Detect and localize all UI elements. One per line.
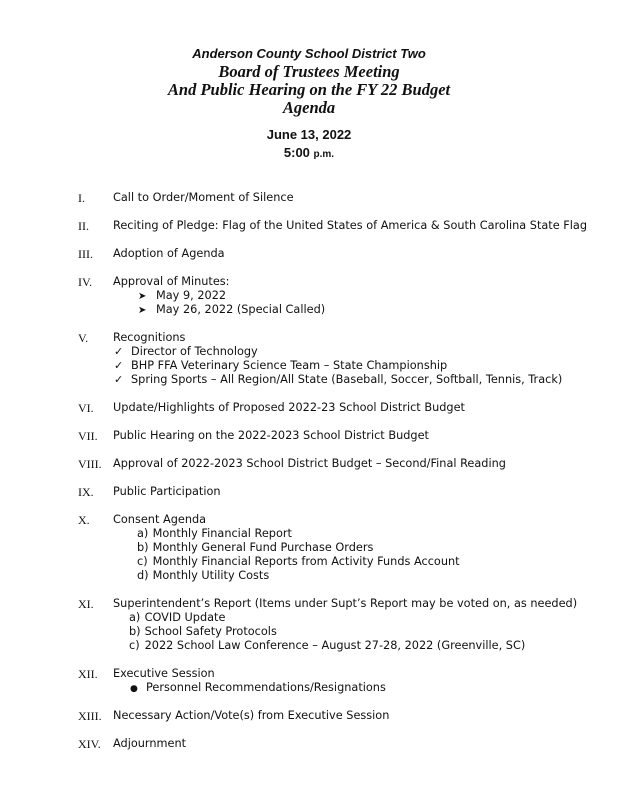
sub-item-text: May 26, 2022 (Special Called) bbox=[156, 303, 326, 316]
sub-item-label: c) bbox=[129, 639, 140, 652]
arrow-bullet-icon: ➤ bbox=[138, 305, 147, 316]
arrow-bullet-icon: ➤ bbox=[138, 291, 147, 302]
sub-item-text: COVID Update bbox=[144, 611, 226, 624]
agenda-item-11 bbox=[0, 597, 618, 611]
sub-item-text: May 9, 2022 bbox=[156, 289, 227, 302]
agenda-item-9 bbox=[0, 485, 618, 499]
sub-item bbox=[0, 359, 618, 373]
item-number: III. bbox=[78, 247, 93, 261]
item-text: Consent Agenda bbox=[113, 513, 207, 526]
agenda-item-5 bbox=[0, 331, 618, 345]
sub-item bbox=[0, 555, 618, 569]
agenda-title: Agenda bbox=[282, 98, 336, 117]
agenda-item-6 bbox=[0, 401, 618, 415]
item-text: Approval of 2022-2023 School District Budget – Second/Final Reading bbox=[113, 457, 506, 470]
item-text: Executive Session bbox=[113, 667, 215, 680]
agenda-item-10 bbox=[0, 513, 618, 527]
sub-item-label: a) bbox=[129, 611, 141, 624]
agenda-item-13 bbox=[0, 709, 618, 723]
sub-item bbox=[0, 541, 618, 555]
sub-item-text: 2022 School Law Conference – August 27-28, 2022 (Greenville, SC) bbox=[144, 639, 526, 652]
sub-item-label: a) bbox=[137, 527, 149, 540]
item-number: II. bbox=[78, 219, 89, 233]
sub-item bbox=[0, 527, 618, 541]
sub-item-label: b) bbox=[129, 625, 141, 638]
agenda-item-8 bbox=[0, 457, 618, 471]
agenda-item-7 bbox=[0, 429, 618, 443]
item-number: IV. bbox=[78, 275, 93, 289]
sub-item-text: Spring Sports – All Region/All State (Baseball, Soccer, Softball, Tennis, Track) bbox=[131, 373, 563, 386]
sub-item bbox=[0, 569, 618, 583]
item-number: XII. bbox=[78, 667, 98, 681]
agenda-item-1 bbox=[0, 191, 618, 205]
dot-bullet-icon: ● bbox=[130, 684, 138, 694]
sub-item bbox=[0, 345, 618, 359]
sub-item-label: c) bbox=[137, 555, 148, 568]
item-number: VI. bbox=[78, 401, 94, 415]
sub-item-text: Monthly Financial Reports from Activity Funds Account bbox=[152, 555, 460, 568]
item-text: Adoption of Agenda bbox=[113, 247, 225, 260]
district-name: Anderson County School District Two bbox=[192, 46, 426, 61]
item-number: IX. bbox=[78, 485, 94, 499]
item-number: XI. bbox=[78, 597, 94, 611]
item-text: Necessary Action/Vote(s) from Executive Session bbox=[113, 709, 390, 722]
item-text: Recognitions bbox=[113, 331, 186, 344]
hearing-title: And Public Hearing on the FY 22 Budget bbox=[167, 80, 451, 99]
item-number: XIII. bbox=[78, 709, 102, 723]
sub-item-text: Personnel Recommendations/Resignations bbox=[146, 681, 386, 694]
meeting-title: Board of Trustees Meeting bbox=[218, 62, 400, 81]
meeting-time-value: 5:00 bbox=[283, 145, 314, 160]
checkmark-icon: ✓ bbox=[114, 359, 124, 372]
sub-item bbox=[0, 373, 618, 387]
sub-item bbox=[0, 625, 618, 639]
item-number: V. bbox=[78, 331, 89, 345]
item-text: Public Hearing on the 2022-2023 School District Budget bbox=[113, 429, 429, 442]
item-number: VII. bbox=[78, 429, 98, 443]
sub-item-label: d) bbox=[137, 569, 149, 582]
sub-item bbox=[0, 681, 618, 695]
agenda-item-12 bbox=[0, 667, 618, 681]
sub-item bbox=[0, 639, 618, 653]
item-text: Adjournment bbox=[113, 737, 187, 750]
sub-item-text: BHP FFA Veterinary Science Team – State Championship bbox=[131, 359, 448, 372]
meeting-date: June 13, 2022 bbox=[266, 127, 352, 142]
sub-item-text: Monthly Financial Report bbox=[152, 527, 292, 540]
sub-item bbox=[0, 611, 618, 625]
sub-item bbox=[0, 303, 618, 317]
agenda-item-2 bbox=[0, 219, 618, 233]
sub-item-label: b) bbox=[137, 541, 149, 554]
agenda-item-14 bbox=[0, 737, 618, 751]
item-text: Superintendent’s Report (Items under Supt’s Report may be voted on, as needed) bbox=[113, 597, 578, 610]
item-number: VIII. bbox=[78, 457, 102, 471]
item-text: Public Participation bbox=[113, 485, 221, 498]
item-text: Update/Highlights of Proposed 2022-23 School District Budget bbox=[113, 401, 465, 414]
agenda-item-4 bbox=[0, 275, 618, 289]
sub-item-text: Monthly Utility Costs bbox=[152, 569, 270, 582]
sub-item-text: Monthly General Fund Purchase Orders bbox=[152, 541, 374, 554]
item-text: Call to Order/Moment of Silence bbox=[113, 191, 294, 204]
item-text: Approval of Minutes: bbox=[113, 275, 230, 288]
meeting-time-suffix: p.m. bbox=[313, 149, 335, 160]
checkmark-icon: ✓ bbox=[114, 373, 124, 386]
sub-item-text: School Safety Protocols bbox=[144, 625, 277, 638]
agenda-item-3 bbox=[0, 247, 618, 261]
item-number: X. bbox=[78, 513, 90, 527]
checkmark-icon: ✓ bbox=[114, 345, 124, 358]
sub-item bbox=[0, 289, 618, 303]
meeting-time bbox=[0, 145, 618, 160]
sub-item-text: Director of Technology bbox=[131, 345, 258, 358]
item-number: I. bbox=[78, 191, 85, 205]
item-text: Reciting of Pledge: Flag of the United States of America & South Carolina State Flag bbox=[113, 219, 588, 232]
item-number: XIV. bbox=[78, 737, 101, 751]
